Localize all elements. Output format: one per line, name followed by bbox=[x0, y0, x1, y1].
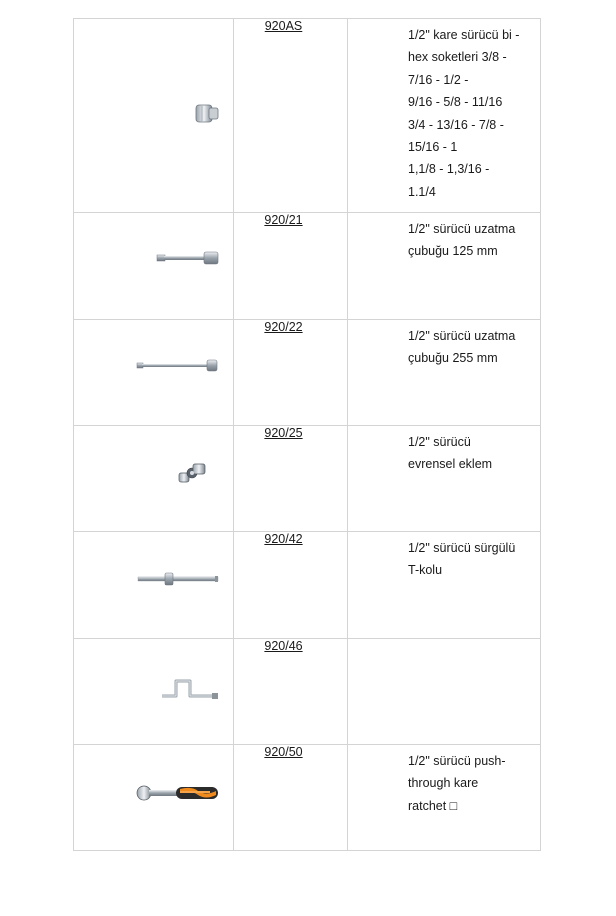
part-code-link[interactable]: 920/22 bbox=[264, 320, 303, 334]
extension-bar-125-icon bbox=[156, 250, 220, 266]
code-cell bbox=[234, 639, 348, 745]
desc-line: 1/2" sürücü sürgülü bbox=[408, 541, 516, 555]
description-cell bbox=[348, 532, 541, 639]
image-cell bbox=[74, 19, 234, 213]
desc-line: çubuğu 255 mm bbox=[408, 351, 498, 366]
desc-line: ratchet □ bbox=[408, 798, 458, 813]
code-cell bbox=[234, 213, 348, 320]
ratchet-icon bbox=[136, 782, 220, 804]
description-cell bbox=[348, 426, 541, 532]
table-row bbox=[74, 213, 541, 320]
part-description bbox=[348, 19, 540, 203]
description-cell bbox=[348, 639, 541, 745]
desc-line: T-kolu bbox=[408, 563, 443, 578]
part-description bbox=[348, 639, 540, 644]
part-description bbox=[348, 426, 540, 476]
image-cell bbox=[74, 426, 234, 532]
part-code-link[interactable]: 920/46 bbox=[264, 639, 303, 653]
universal-joint-icon bbox=[178, 462, 208, 484]
part-description bbox=[348, 213, 540, 263]
desc-line: 1/2" sürücü push- bbox=[408, 754, 506, 768]
table-row bbox=[74, 532, 541, 639]
image-cell bbox=[74, 532, 234, 639]
desc-line: 15/16 - 1 bbox=[408, 140, 458, 155]
part-code-link[interactable]: 920AS bbox=[264, 19, 303, 33]
desc-line: 1/2" sürücü uzatma bbox=[408, 222, 516, 236]
part-description bbox=[348, 532, 540, 582]
description-cell bbox=[348, 19, 541, 213]
part-code-link[interactable]: 920/25 bbox=[264, 426, 303, 440]
table-row bbox=[74, 19, 541, 213]
desc-line: through kare bbox=[408, 776, 479, 791]
description-cell bbox=[348, 320, 541, 426]
table-row bbox=[74, 426, 541, 532]
table-row bbox=[74, 320, 541, 426]
code-cell bbox=[234, 19, 348, 213]
t-handle-icon bbox=[137, 571, 219, 587]
desc-line: 7/16 - 1/2 - bbox=[408, 72, 469, 87]
desc-line: 1/2" kare sürücü bi - bbox=[408, 28, 520, 42]
part-description bbox=[348, 745, 540, 817]
description-cell bbox=[348, 745, 541, 851]
image-cell bbox=[74, 213, 234, 320]
code-cell bbox=[234, 426, 348, 532]
desc-line: çubuğu 125 mm bbox=[408, 244, 498, 259]
desc-line: 3/4 - 13/16 - 7/8 - bbox=[408, 117, 504, 132]
image-cell bbox=[74, 320, 234, 426]
part-description bbox=[348, 320, 540, 370]
socket-icon bbox=[194, 101, 220, 125]
parts-table bbox=[73, 18, 541, 851]
desc-line: 1/2" sürücü uzatma bbox=[408, 329, 516, 343]
part-code-link[interactable]: 920/50 bbox=[264, 745, 303, 759]
desc-line: 1.1/4 bbox=[408, 184, 436, 199]
desc-line: 1,1/8 - 1,3/16 - bbox=[408, 162, 490, 177]
part-code-link[interactable]: 920/21 bbox=[264, 213, 303, 227]
table-row bbox=[74, 639, 541, 745]
desc-line: 1/2" sürücü bbox=[408, 435, 471, 449]
table-row bbox=[74, 745, 541, 851]
code-cell bbox=[234, 532, 348, 639]
code-cell bbox=[234, 320, 348, 426]
desc-line: 9/16 - 5/8 - 11/16 bbox=[408, 95, 503, 110]
extension-bar-255-icon bbox=[136, 359, 218, 373]
image-cell bbox=[74, 745, 234, 851]
description-cell bbox=[348, 213, 541, 320]
image-cell bbox=[74, 639, 234, 745]
code-cell bbox=[234, 745, 348, 851]
crank-handle-icon bbox=[160, 676, 220, 700]
desc-line: hex soketleri 3/8 - bbox=[408, 50, 507, 65]
desc-line: evrensel eklem bbox=[408, 457, 493, 472]
part-code-link[interactable]: 920/42 bbox=[264, 532, 303, 546]
